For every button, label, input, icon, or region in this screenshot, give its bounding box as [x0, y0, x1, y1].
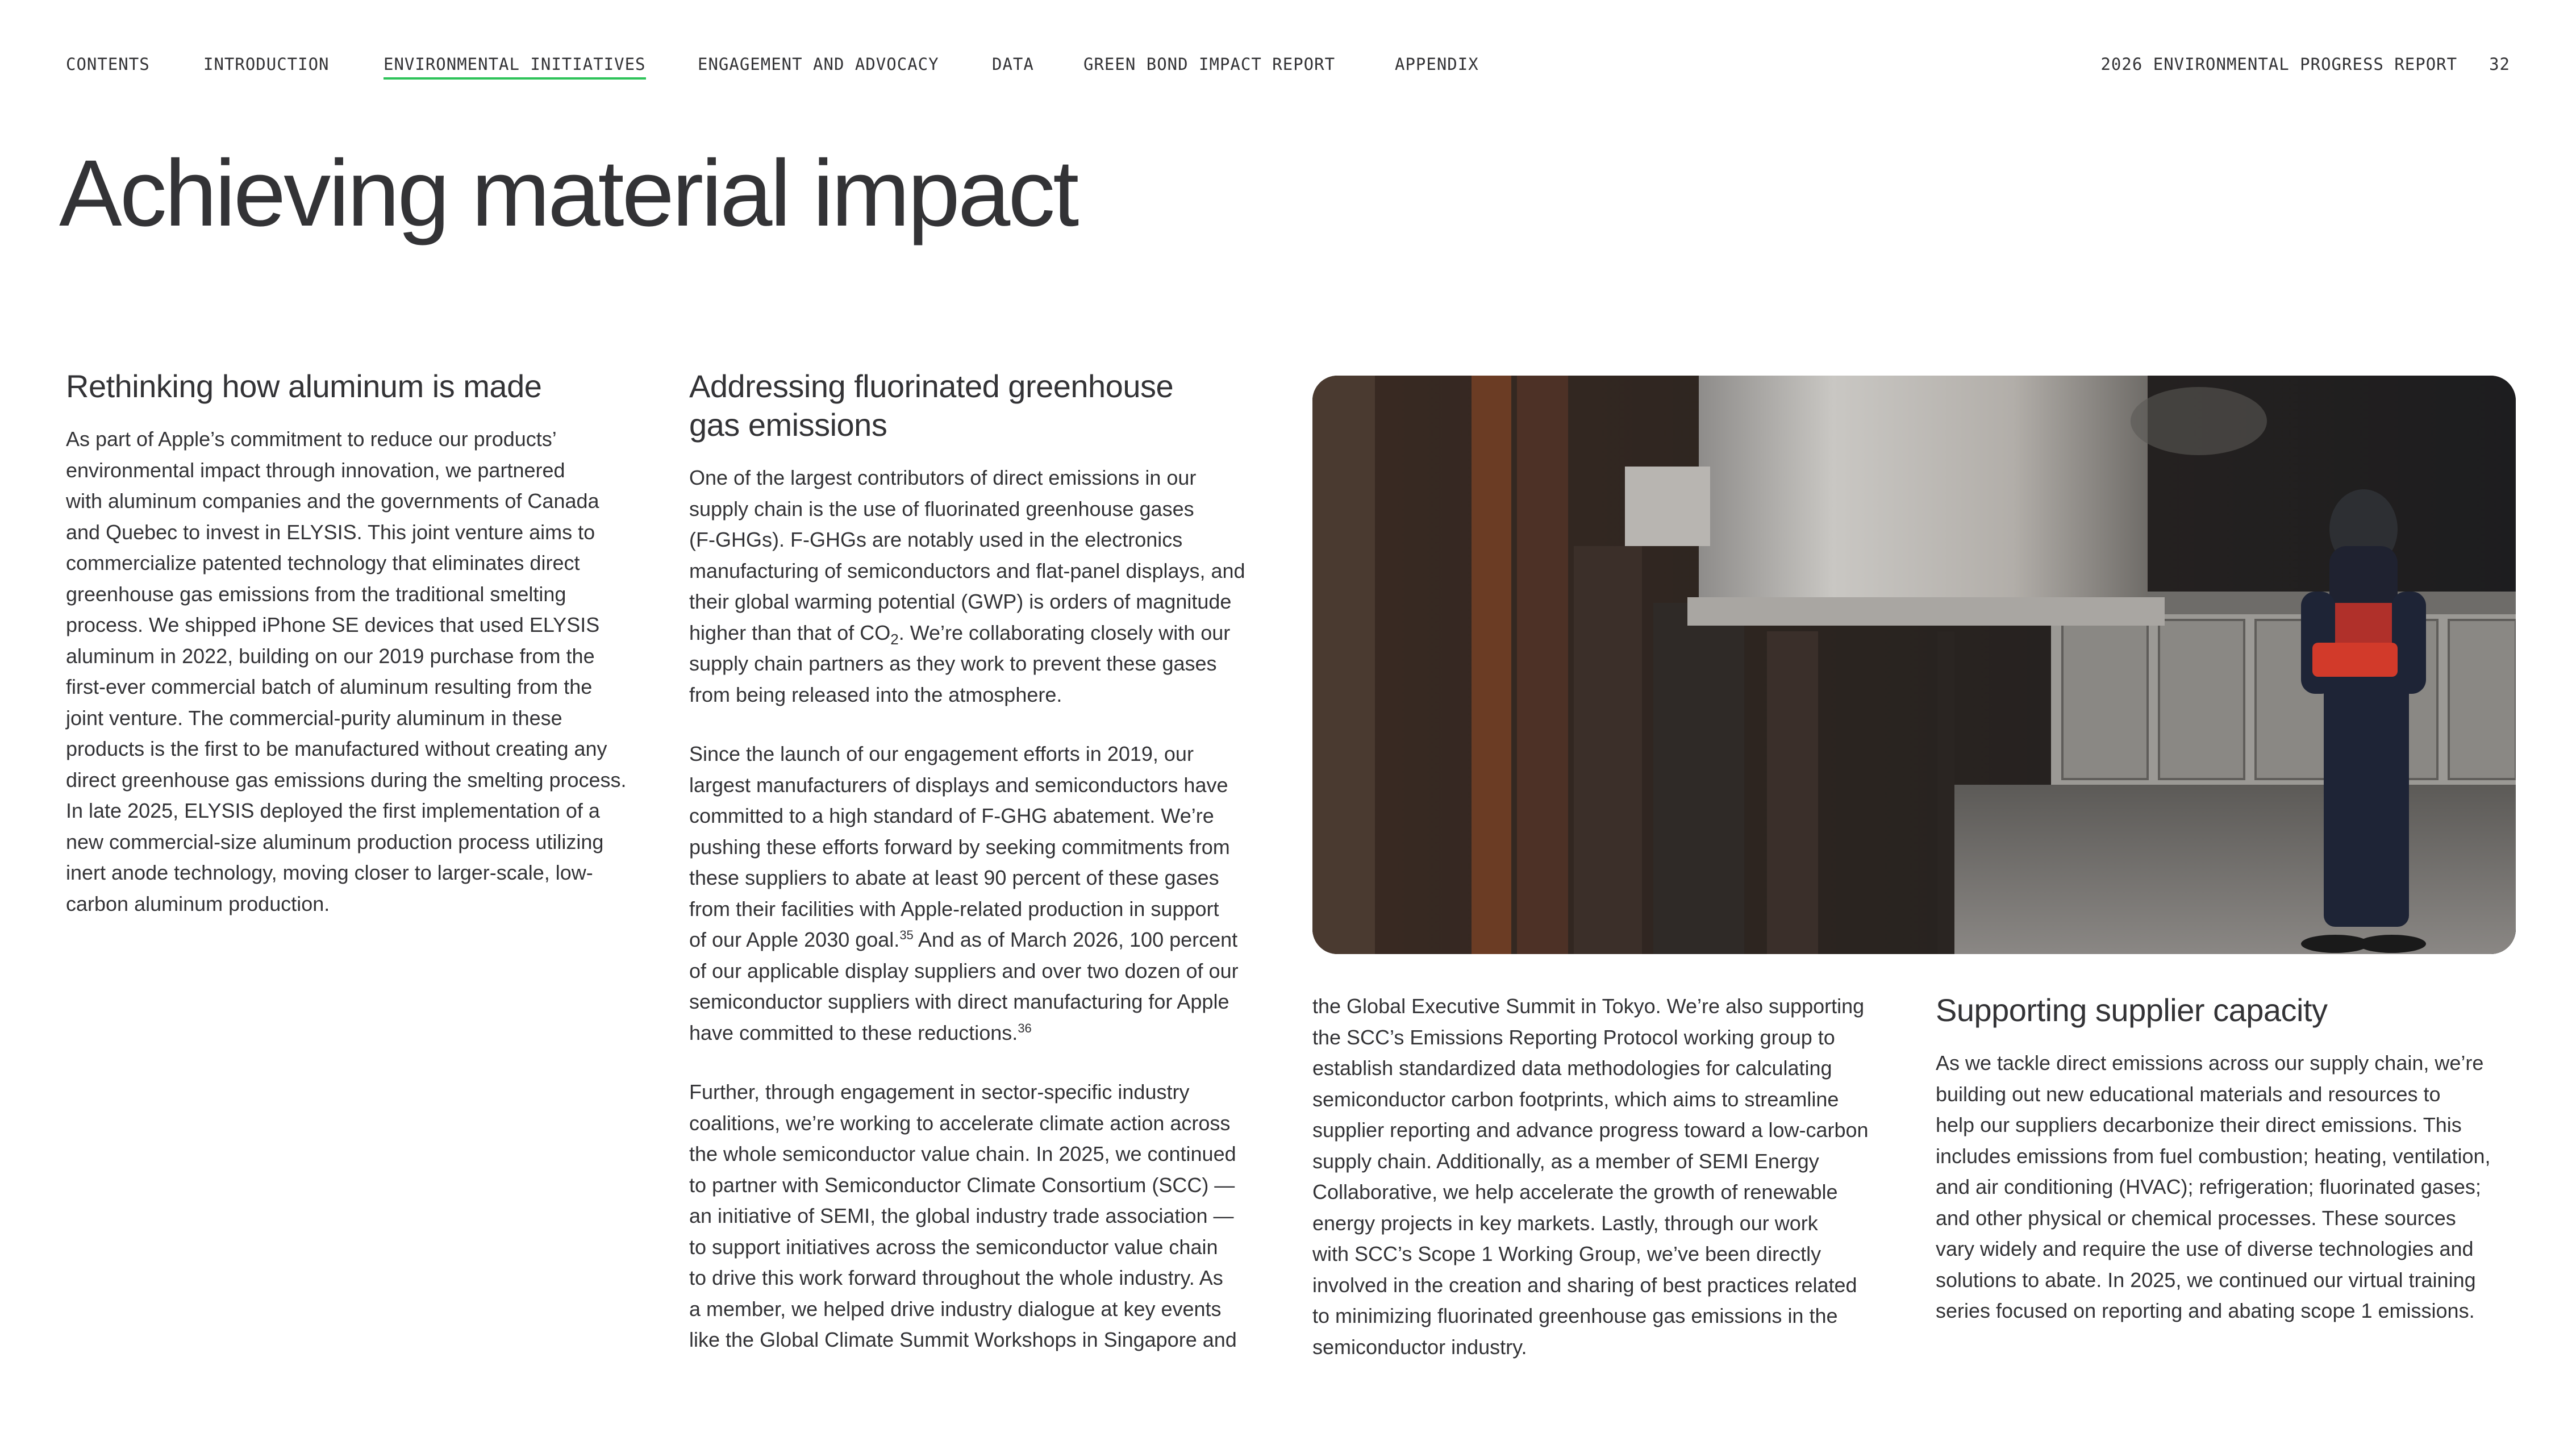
section-paragraph-1	[689, 463, 1274, 710]
report-title: 2026 ENVIRONMENTAL PROGRESS REPORT	[2100, 55, 2458, 74]
photo-illustration	[1312, 376, 2516, 954]
nav-item-environmental-initiatives[interactable]: ENVIRONMENTAL INITIATIVES	[384, 55, 646, 80]
section-heading-aluminum: Rethinking how aluminum is made	[66, 368, 542, 404]
section-body-continued: the Global Executive Summit in Tokyo. We’re also supporting the SCC’s Emissions Reporting Protocol working group to establish standardized data methodologies for calculating semiconductor carbon footprints, which aims to streamline supplier reporting and advance progress toward a low-carbon supply chain. Additionally, as a member of SEMI Energy Collaborative, we help accelerate the growth of renewable energy projects in key markets. Lastly, through our work with SCC’s Scope 1 Working Group, we’ve been directly involved in the creation and sharing of best practices related to minimizing fluorinated greenhouse gas emissions in the semiconductor industry.	[1312, 994, 1869, 1359]
section-paragraph-3: Further, through engagement in sector-specific industry coalitions, we’re working to accelerate climate action across the whole semiconductor value chain. In 2025, we continued to partner with Semiconductor Climate Consortium (SCC) — an initiative of SEMI, the global industry trade association — to support initiatives across the semiconductor value chain to drive this work forward throughout the whole industry. As a member, we helped drive industry dialogue at key events like the Global Climate Summit Workshops in Singapore and	[689, 1080, 1237, 1351]
footnote-link-35[interactable]: 35	[899, 928, 914, 942]
paragraph-text: And as of March 2026, 100 percent of our applicable display suppliers and over two dozen of our semiconductor suppliers with direct manufacturing for Apple have committed to these reductions.	[689, 928, 1239, 1044]
section-aluminum	[66, 367, 651, 948]
subscript-2: 2	[890, 630, 899, 648]
section-heading-fluorinated-gases: Addressing fluorinated greenhouse gas emissions	[689, 368, 1174, 443]
section-supplier-capacity	[1936, 991, 2521, 1355]
section-body-supplier-capacity: As we tackle direct emissions across our supply chain, we’re building out new educational materials and resources to help our suppliers decarbonize their direct emissions. This includes emissions from fuel combustion; heating, ventilation, and air conditioning (HVAC); refrigeration; fluorinated gases; and other physical or chemical processes. These sources vary widely and require the use of diverse technologies and solutions to abate. In 2025, we continued our virtual training series focused on reporting and abating scope 1 emissions.	[1936, 1051, 2491, 1322]
section-fluorinated-gases-continued	[1312, 991, 1898, 1391]
nav-item-appendix[interactable]: APPENDIX	[1395, 55, 1479, 74]
nav-item-contents[interactable]: CONTENTS	[66, 55, 150, 74]
section-heading-supplier-capacity: Supporting supplier capacity	[1936, 992, 2328, 1028]
section-body-aluminum: As part of Apple’s commitment to reduce our products’ environmental impact through innovation, we partnered with aluminum companies and the governments of Canada and Quebec to invest in ELYSIS. This joint venture aims to commercialize patented technology that eliminates direct greenhouse gas emissions from the traditional smelting process. We shipped iPhone SE devices that used ELYSIS aluminum in 2022, building on our 2019 purchase from the first-ever commercial batch of aluminum resulting from the joint venture. The commercial-purity aluminum in these products is the first to be manufactured without creating any direct greenhouse gas emissions during the smelting process. In late 2025, ELYSIS deployed the first implementation of a new commercial-size aluminum production process utilizing inert anode technology, moving closer to larger-scale, low- carbon aluminum production.	[66, 427, 627, 915]
paragraph-text: One of the largest contributors of direct emissions in our supply chain is the use of fluorinated greenhouse gases (F-GHGs). F-GHGs are notably used in the electronics manufacturing of semiconductors and flat-panel displays, and their global warming potential (GWP) is orders of magnitude higher than that of CO	[689, 466, 1245, 644]
footnote-link-36[interactable]: 36	[1018, 1021, 1032, 1035]
section-fluorinated-gases	[689, 367, 1274, 1384]
top-navigation	[66, 55, 2510, 83]
factory-worker-photo	[1312, 376, 2516, 954]
page-number: 32	[2489, 55, 2510, 74]
nav-item-data[interactable]: DATA	[992, 55, 1034, 74]
nav-item-engagement-and-advocacy[interactable]: ENGAGEMENT AND ADVOCACY	[698, 55, 939, 74]
nav-item-green-bond-impact-report[interactable]: GREEN BOND IMPACT REPORT	[1083, 55, 1336, 74]
paragraph-text: . We’re collaborating closely with our supply chain partners as they work to prevent these gases from being released into the atmosphere.	[689, 621, 1231, 706]
report-header	[2100, 55, 2510, 74]
nav-item-introduction[interactable]: INTRODUCTION	[203, 55, 330, 74]
page-title: Achieving material impact	[59, 141, 1077, 246]
paragraph-text: Since the launch of our engagement efforts in 2019, our largest manufacturers of displays and semiconductors have committed to a high standard of F-GHG abatement. We’re pushing these efforts forward by seeking commitments from these suppliers to abate at least 90 percent of these gases from their facilities with Apple-related production in support of our Apple 2030 goal.	[689, 742, 1230, 951]
section-paragraph-2	[689, 739, 1274, 1048]
